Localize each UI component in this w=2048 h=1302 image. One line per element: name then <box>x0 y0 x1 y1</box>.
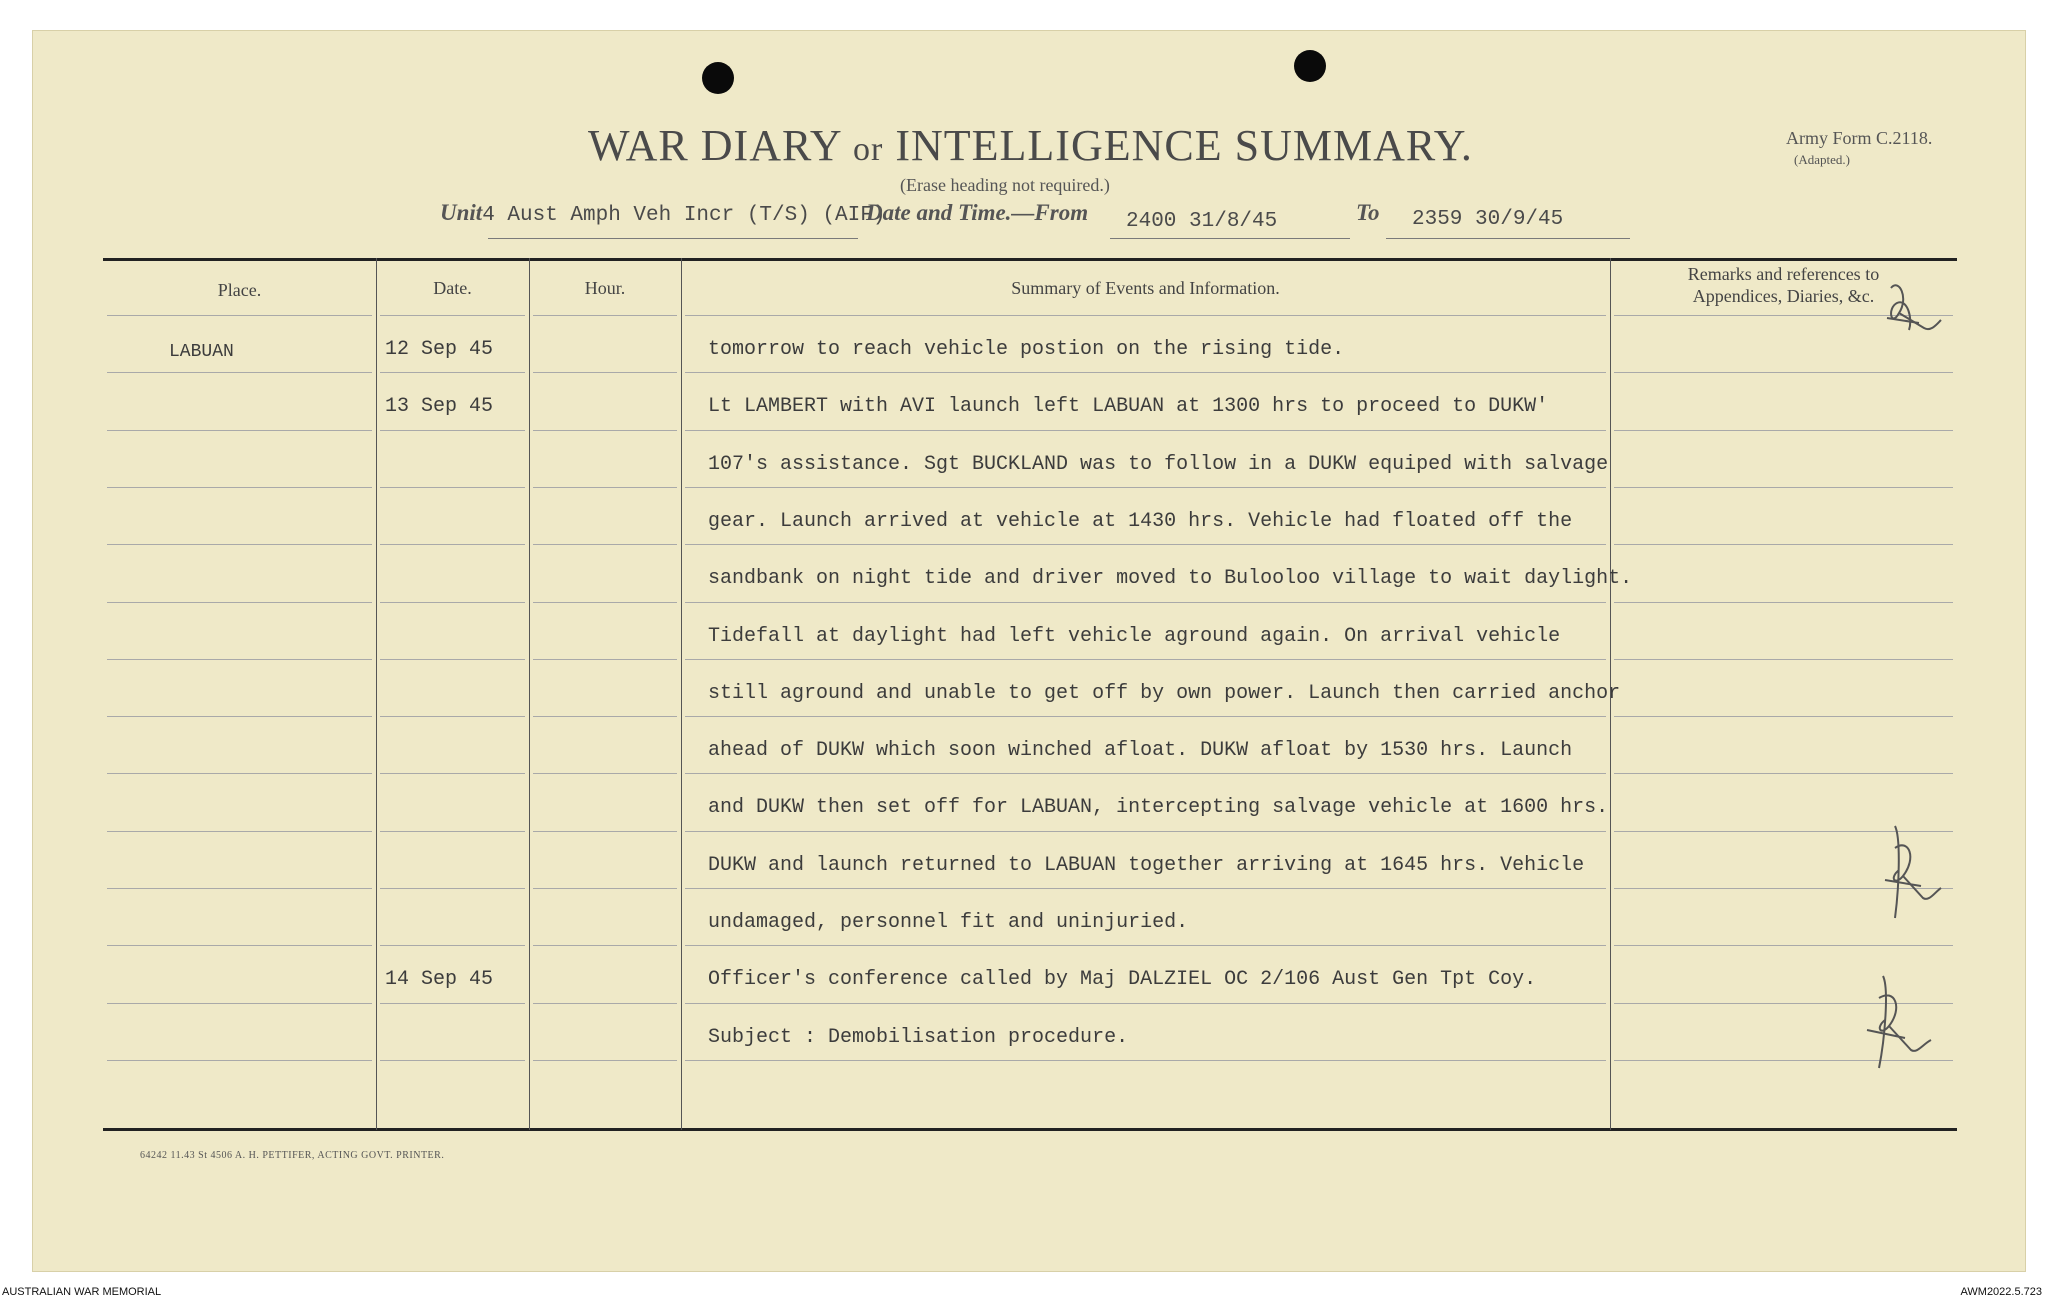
ruled-line <box>685 315 1606 316</box>
ruled-line <box>533 945 677 946</box>
entry-summary-text: tomorrow to reach vehicle postion on the rising tide. <box>708 338 1345 361</box>
ruled-line <box>380 487 525 488</box>
ruled-line <box>380 315 525 316</box>
ruled-line <box>380 716 525 717</box>
ruled-line <box>685 945 1606 946</box>
ruled-line <box>380 544 525 545</box>
entry-date: 12 Sep 45 <box>385 338 494 361</box>
table-bottom-rule <box>103 1128 1957 1131</box>
ruled-line <box>107 1060 372 1061</box>
column-divider-hour <box>681 258 682 1130</box>
ruled-line <box>1614 716 1953 717</box>
to-label-line <box>1356 200 1379 236</box>
entry-summary-text: Tidefall at daylight had left vehicle aground again. On arrival vehicle <box>708 624 1561 648</box>
ruled-line <box>380 430 525 431</box>
ruled-line <box>1614 659 1953 660</box>
column-divider-date <box>529 258 530 1130</box>
to-label: To <box>1356 200 1380 225</box>
unit-header-line <box>440 200 885 236</box>
from-value-line <box>1126 206 1277 242</box>
ruled-line <box>107 372 372 373</box>
punch-hole-left <box>702 62 734 94</box>
column-header-hour: Hour. <box>584 278 626 298</box>
column-header-remarks-line2: Appendices, Diaries, &c. <box>1692 286 1875 306</box>
ruled-line <box>533 888 677 889</box>
ruled-line <box>685 544 1606 545</box>
ruled-line <box>1614 945 1953 946</box>
ruled-line <box>107 1003 372 1004</box>
entry-summary-text: and DUKW then set off for LABUAN, intercepting salvage vehicle at 1600 hrs. <box>708 796 1609 820</box>
ruled-line <box>1614 487 1953 488</box>
ruled-line <box>107 544 372 545</box>
column-header-remarks-line1: Remarks and references to <box>1687 264 1880 284</box>
army-form-adapted: (Adapted.) <box>1794 152 1850 167</box>
ruled-line <box>107 315 372 316</box>
ruled-line <box>685 372 1606 373</box>
ruled-line <box>685 773 1606 774</box>
archive-reference: AWM2022.5.723 <box>1960 1286 2042 1298</box>
ruled-line <box>533 716 677 717</box>
initials-mark-bottom <box>1849 968 1939 1078</box>
title-intelligence-summary: INTELLIGENCE SUMMARY. <box>895 121 1473 170</box>
unit-label: Unit <box>440 200 483 225</box>
entry-date: 13 Sep 45 <box>385 395 494 419</box>
ruled-line <box>1614 430 1953 431</box>
ruled-line <box>107 602 372 603</box>
to-value: 2359 30/9/45 <box>1412 208 1564 231</box>
diary-table <box>103 258 1957 1132</box>
ruled-line <box>533 831 677 832</box>
entry-summary-text: ahead of DUKW which soon winched afloat. DUKW afloat by 1530 hrs. Launch <box>708 739 1573 763</box>
ruled-line <box>107 831 372 832</box>
entry-summary-text: still aground and unable to get off by own power. Launch then carried anchor <box>708 681 1621 705</box>
unit-underline <box>488 238 858 239</box>
ruled-line <box>685 1003 1606 1004</box>
ruled-line <box>380 888 525 889</box>
title-war-diary: WAR DIARY <box>588 121 842 170</box>
entry-summary-text: Officer's conference called by Maj DALZIEL OC 2/106 Aust Gen Tpt Coy. <box>708 968 1537 992</box>
entry-summary-text: Subject : Demobilisation procedure. <box>708 1025 1129 1049</box>
ruled-line <box>1614 773 1953 774</box>
ruled-line <box>533 430 677 431</box>
document-title <box>588 120 1473 171</box>
from-underline <box>1110 238 1350 239</box>
ruled-line <box>107 716 372 717</box>
ruled-line <box>685 716 1606 717</box>
ruled-line <box>107 487 372 488</box>
initials-mark-top <box>1869 268 1949 358</box>
ruled-line <box>533 773 677 774</box>
entry-summary-text: Lt LAMBERT with AVI launch left LABUAN at 1300 hrs to proceed to DUKW' <box>708 395 1549 419</box>
ruled-line <box>380 372 525 373</box>
army-form-number: Army Form C.2118. <box>1786 128 1933 148</box>
entry-summary-text: 107's assistance. Sgt BUCKLAND was to follow in a DUKW equiped with salvage <box>708 452 1609 476</box>
ruled-line <box>380 1003 525 1004</box>
ruled-line <box>685 1060 1606 1061</box>
ruled-line <box>380 945 525 946</box>
title-or: or <box>853 131 884 168</box>
printer-imprint: 64242 11.43 St 4506 A. H. PETTIFER, ACTING GOVT. PRINTER. <box>140 1150 445 1161</box>
from-value: 2400 31/8/45 <box>1126 210 1278 233</box>
ruled-line <box>533 659 677 660</box>
ruled-line <box>380 831 525 832</box>
to-value-line <box>1412 204 1563 240</box>
punch-hole-right <box>1294 50 1326 82</box>
ruled-line <box>685 888 1606 889</box>
entry-place: LABUAN <box>169 342 234 362</box>
ruled-line <box>533 1003 677 1004</box>
ruled-line <box>1614 602 1953 603</box>
ruled-line <box>380 659 525 660</box>
ruled-line <box>107 773 372 774</box>
ruled-line <box>1614 544 1953 545</box>
ruled-line <box>1614 372 1953 373</box>
ruled-line <box>533 315 677 316</box>
column-divider-place <box>376 258 377 1130</box>
entry-summary-text: gear. Launch arrived at vehicle at 1430 hrs. Vehicle had floated off the <box>708 509 1573 533</box>
ruled-line <box>533 544 677 545</box>
column-header-place: Place. <box>217 280 262 300</box>
ruled-line <box>107 430 372 431</box>
unit-value: 4 Aust Amph Veh Incr (T/S) (AIF) <box>482 204 886 227</box>
ruled-line <box>107 945 372 946</box>
entry-summary-text: undamaged, personnel fit and uninjuried. <box>708 911 1189 934</box>
column-header-date: Date. <box>433 278 472 298</box>
ruled-line <box>685 831 1606 832</box>
initials-mark-middle <box>1869 818 1949 928</box>
ruled-line <box>685 602 1606 603</box>
ruled-line <box>533 1060 677 1061</box>
ruled-line <box>107 888 372 889</box>
entry-date: 14 Sep 45 <box>385 968 494 992</box>
date-time-label: Date and Time.—From <box>866 200 1089 225</box>
ruled-line <box>685 659 1606 660</box>
ruled-line <box>533 372 677 373</box>
ruled-line <box>380 1060 525 1061</box>
ruled-line <box>107 659 372 660</box>
to-underline <box>1386 238 1630 239</box>
ruled-line <box>685 430 1606 431</box>
document-subtitle: (Erase heading not required.) <box>900 175 1110 195</box>
ruled-line <box>533 487 677 488</box>
column-header-summary: Summary of Events and Information. <box>1011 278 1280 298</box>
date-time-header-line <box>866 200 1088 236</box>
ruled-line <box>533 602 677 603</box>
ruled-line <box>380 602 525 603</box>
entry-summary-text: sandbank on night tide and driver moved to Bulooloo village to wait daylight. <box>708 567 1633 591</box>
ruled-line <box>380 773 525 774</box>
archive-caption: AUSTRALIAN WAR MEMORIAL <box>2 1286 162 1298</box>
entry-summary-text: DUKW and launch returned to LABUAN together arriving at 1645 hrs. Vehicle <box>708 853 1585 877</box>
table-top-rule <box>103 258 1957 261</box>
ruled-line <box>685 487 1606 488</box>
